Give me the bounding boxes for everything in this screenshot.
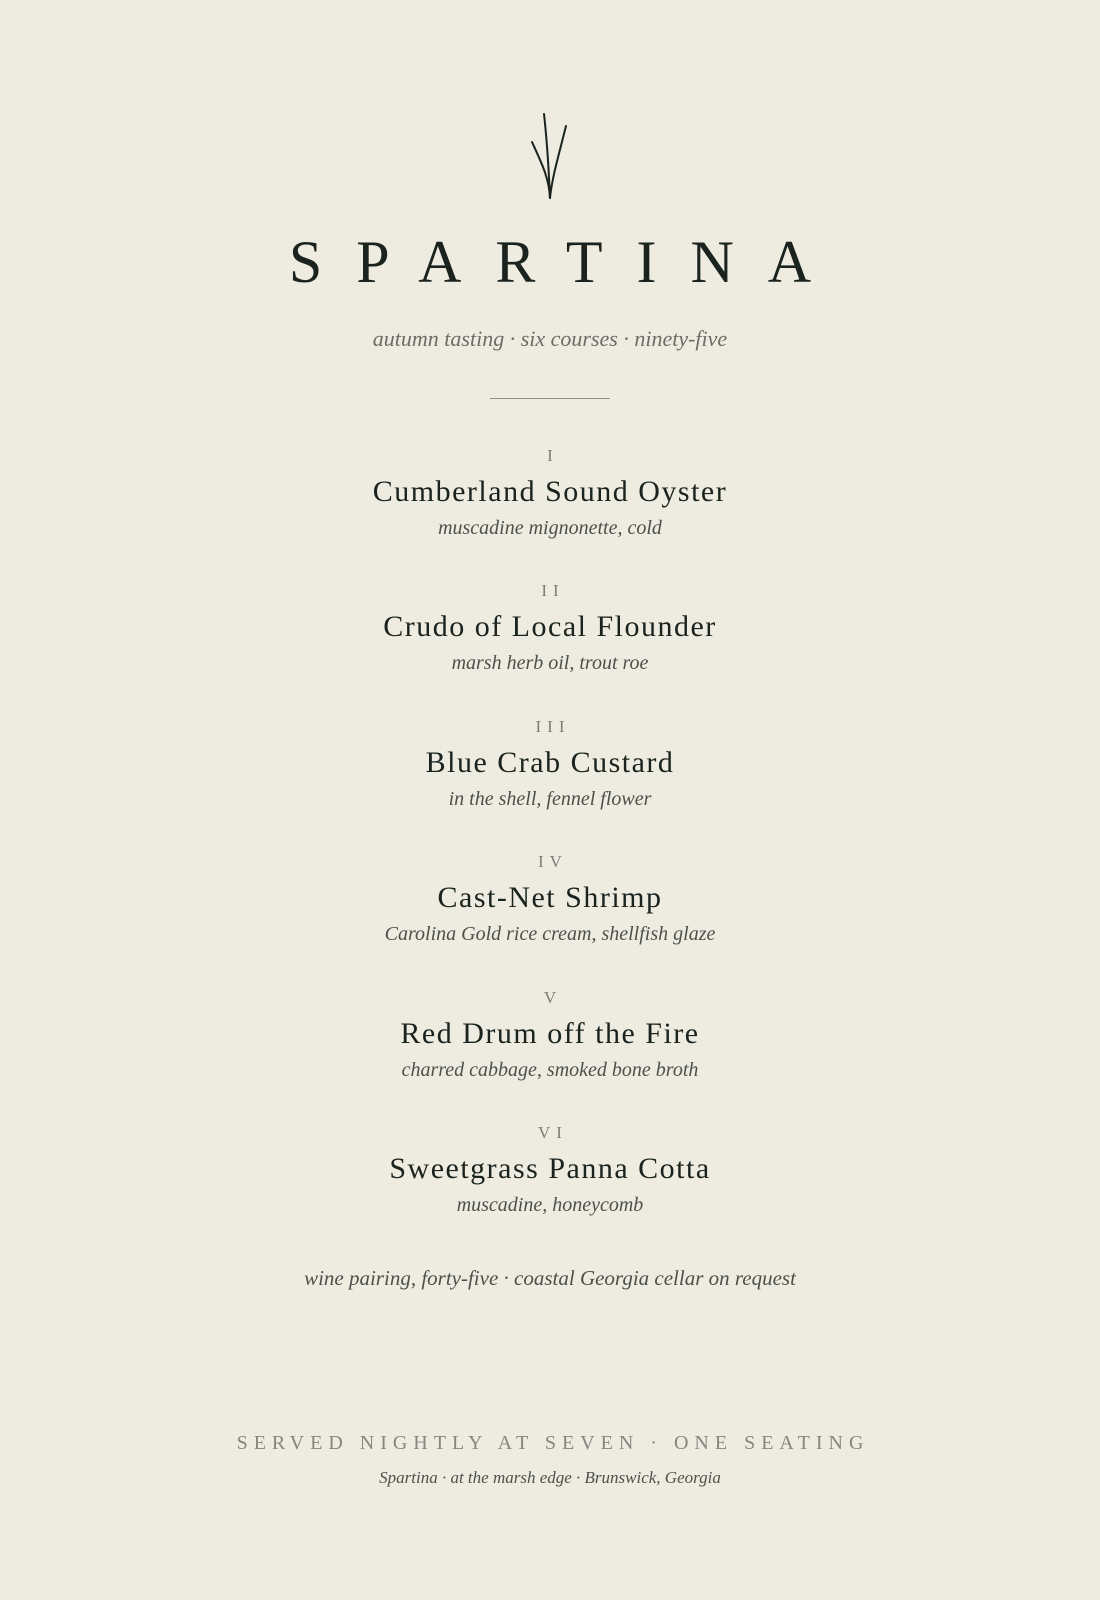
divider (490, 398, 610, 399)
marsh-grass-icon (528, 112, 572, 200)
course-name: Sweetgrass Panna Cotta (389, 1152, 711, 1185)
service-note: SERVED NIGHTLY AT SEVEN · ONE SEATING (236, 1432, 870, 1454)
course-numeral: III (535, 717, 571, 736)
course-description: Carolina Gold rice cream, shellfish glaze (384, 923, 716, 945)
course-description: in the shell, fennel flower (448, 788, 652, 810)
course-item (0, 717, 1100, 812)
location-note: Spartina · at the marsh edge · Brunswick, Georgia (379, 1468, 721, 1487)
course-item (0, 988, 1100, 1083)
course-name: Cumberland Sound Oyster (372, 475, 728, 508)
course-description: marsh herb oil, trout roe (451, 652, 649, 674)
course-item (0, 446, 1100, 541)
course-name: Cast-Net Shrimp (437, 881, 663, 914)
course-numeral: IV (538, 852, 568, 871)
course-item (0, 1123, 1100, 1218)
course-numeral: V (543, 988, 563, 1007)
course-description: muscadine mignonette, cold (438, 517, 662, 539)
course-numeral: I (547, 446, 559, 465)
course-item (0, 852, 1100, 947)
course-item (0, 581, 1100, 676)
menu-subtitle: autumn tasting · six courses · ninety-five (372, 326, 728, 351)
course-name: Blue Crab Custard (425, 746, 675, 779)
course-name: Crudo of Local Flounder (383, 610, 717, 643)
course-numeral: II (541, 581, 565, 600)
wine-pairing-note: wine pairing, forty-five · coastal Georgia cellar on request (304, 1266, 796, 1290)
course-description: charred cabbage, smoked bone broth (401, 1059, 699, 1081)
restaurant-title: SPARTINA (288, 229, 846, 295)
course-name: Red Drum off the Fire (400, 1017, 700, 1050)
course-description: muscadine, honeycomb (456, 1194, 644, 1216)
course-numeral: VI (538, 1123, 568, 1142)
